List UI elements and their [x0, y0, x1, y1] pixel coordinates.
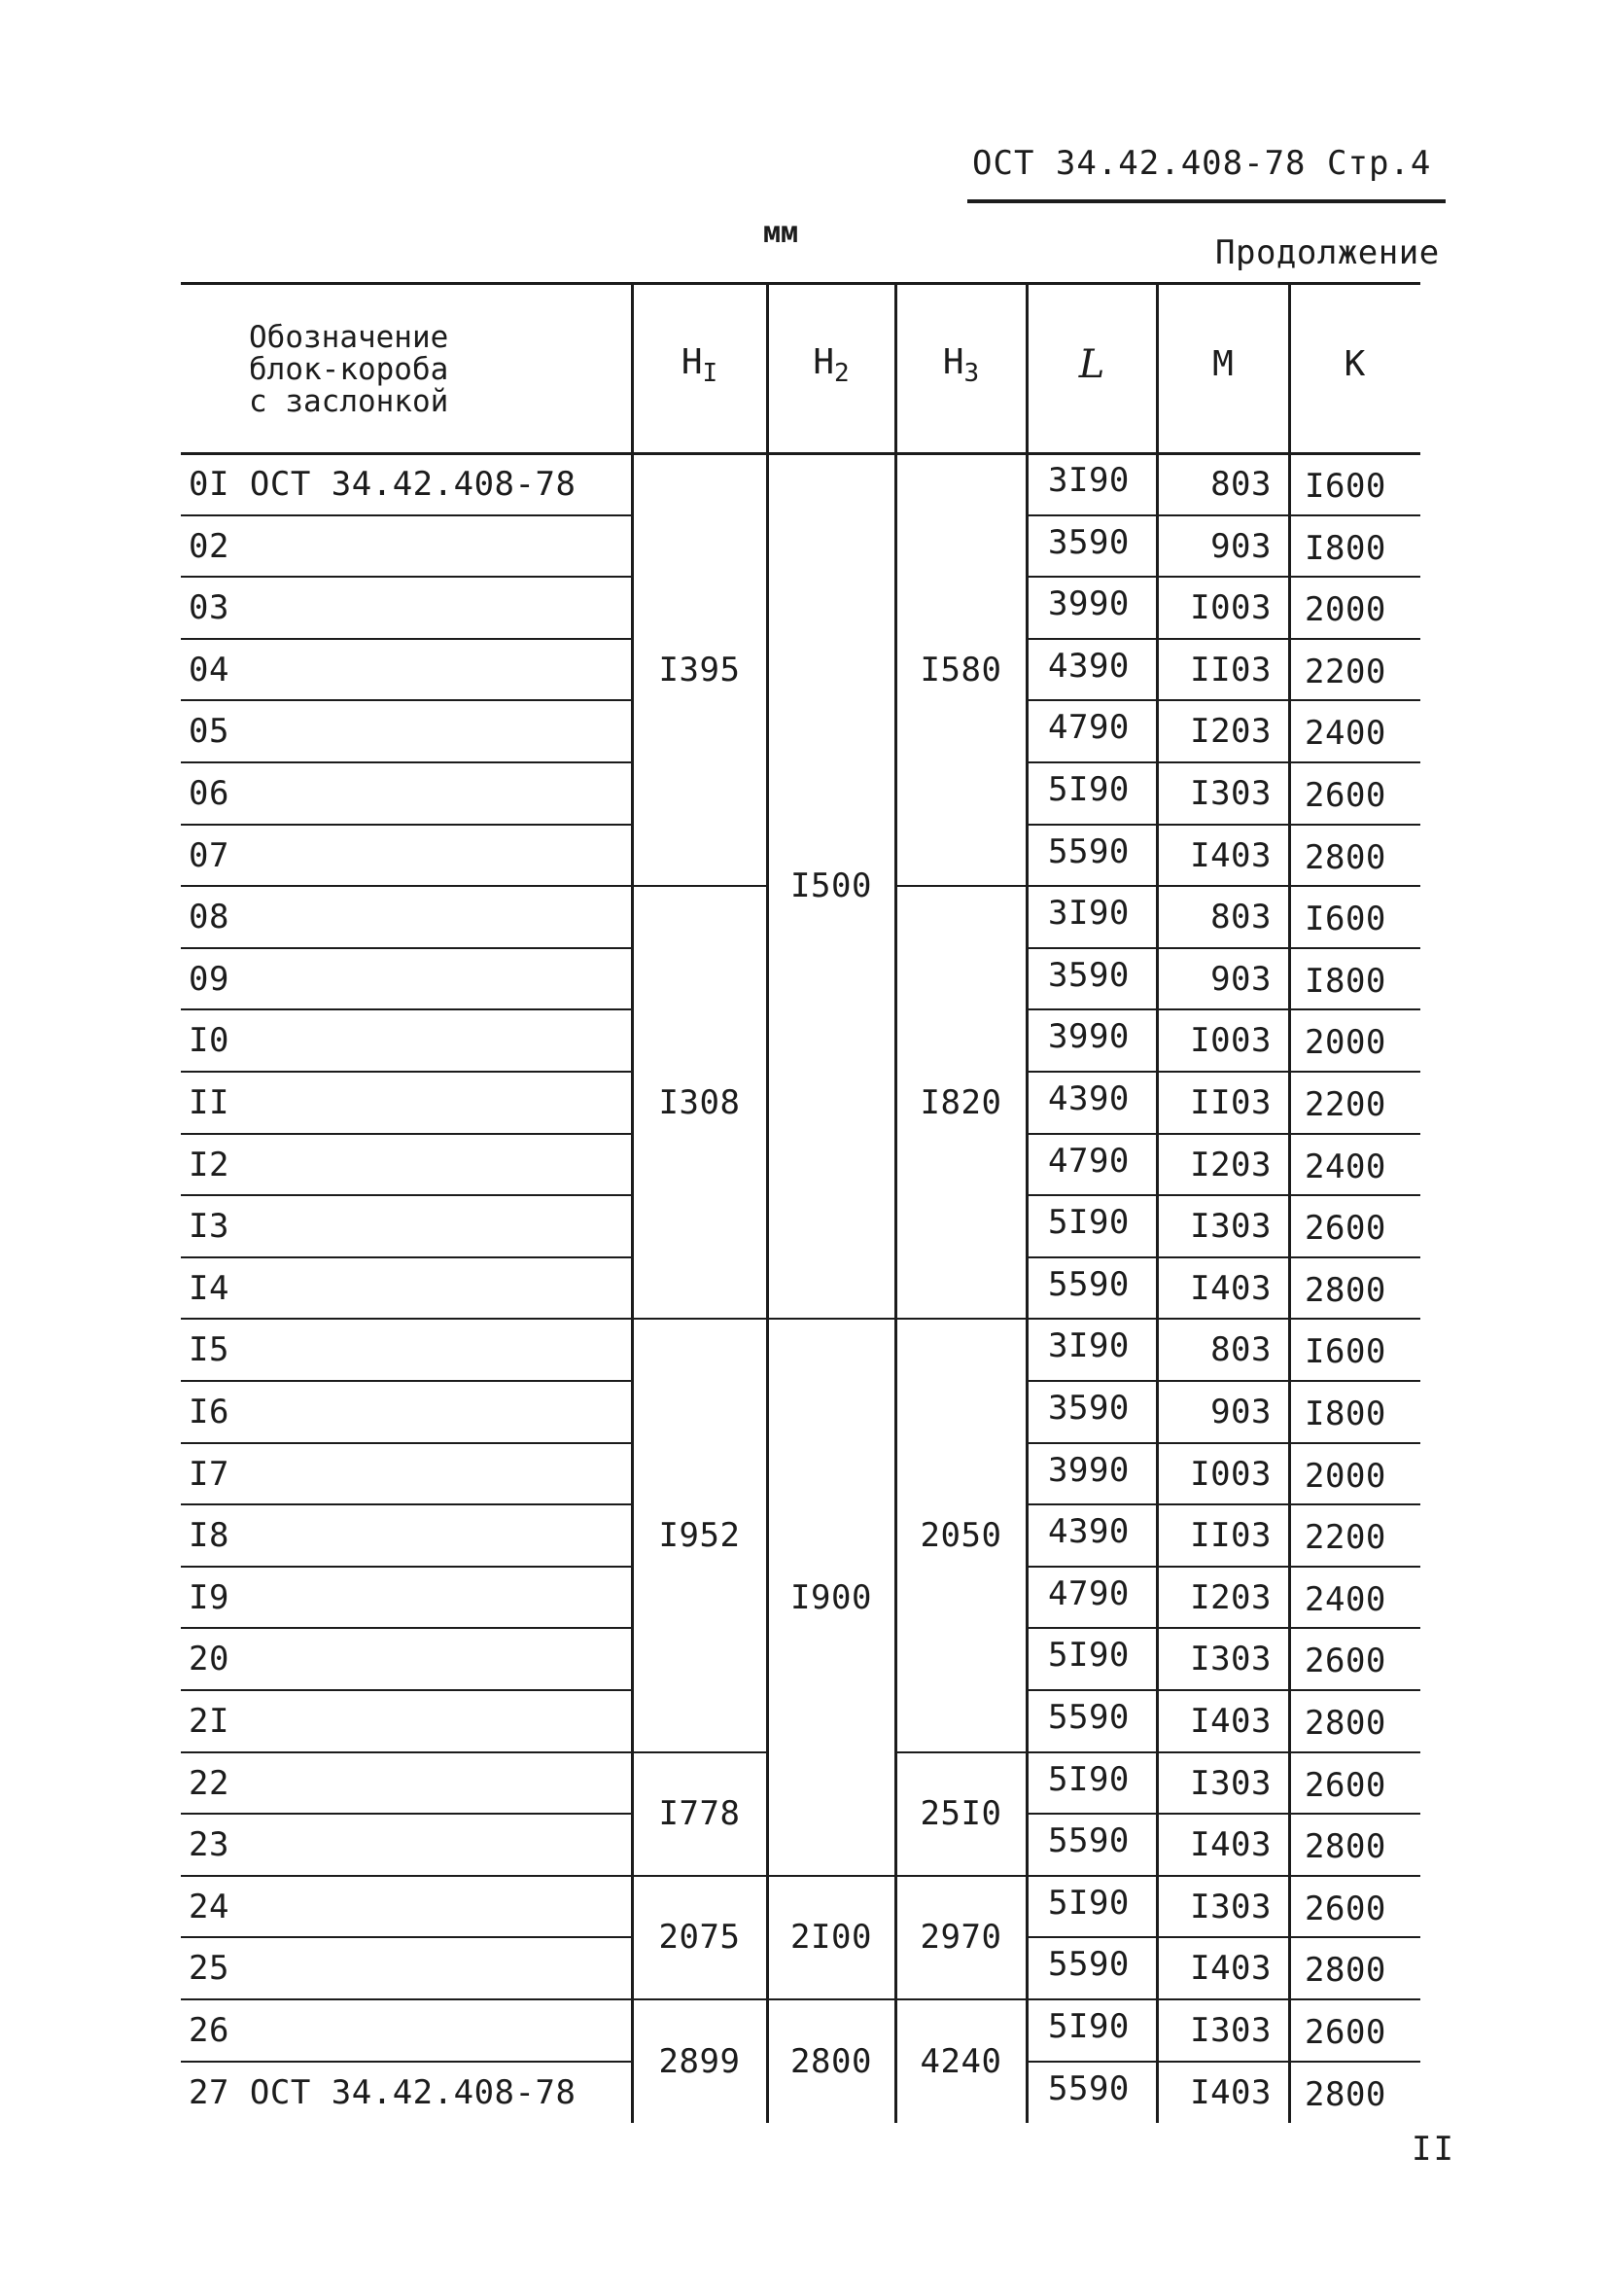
cell-m: I303: [1190, 1207, 1272, 1247]
table-rule-v: [766, 283, 769, 2123]
table-rule-h: [181, 824, 632, 826]
header-m: М: [1212, 344, 1234, 384]
row-designation: 23: [189, 1825, 229, 1865]
header-h2: [767, 343, 895, 393]
cell-k: 2000: [1305, 590, 1386, 630]
cell-l: 5I90: [1048, 770, 1130, 809]
table-rule-h: [1027, 1256, 1420, 1258]
cell-m: I303: [1190, 1763, 1272, 1803]
cell-l: 5I90: [1048, 2007, 1130, 2046]
cell-k: 2200: [1305, 1085, 1386, 1124]
cell-m: I003: [1190, 1021, 1272, 1061]
row-designation: 20: [189, 1640, 229, 1679]
cell-m: II03: [1190, 650, 1272, 689]
cell-m: I003: [1190, 588, 1272, 628]
cell-l: 5590: [1048, 1698, 1130, 1737]
cell-l: 3590: [1048, 522, 1130, 562]
cell-l: 5I90: [1048, 1883, 1130, 1923]
cell-m: I403: [1190, 1825, 1272, 1865]
table-rule-h: [181, 1503, 632, 1505]
cell-l: 5590: [1048, 2068, 1130, 2108]
header-l: L: [1078, 342, 1105, 387]
cell-h3: 2050: [920, 1516, 1002, 1555]
cell-k: 2600: [1305, 1209, 1386, 1249]
cell-m: 803: [1210, 898, 1272, 937]
table-rule-h: [181, 1133, 632, 1135]
table-rule-h: [1027, 761, 1420, 763]
table-rule-h: [1027, 2061, 1420, 2063]
table-rule-h: [1027, 1194, 1420, 1196]
table-rule-h: [895, 1875, 1027, 1877]
table-rule-h: [181, 885, 632, 887]
cell-l: 3I90: [1048, 894, 1130, 934]
table-rule-h: [1027, 1318, 1420, 1320]
cell-l: 5590: [1048, 1821, 1130, 1861]
header-rule: [967, 199, 1446, 203]
cell-k: 2400: [1305, 714, 1386, 754]
table-rule-h: [1027, 1380, 1420, 1382]
table-rule-h: [1027, 1442, 1420, 1444]
cell-k: 2200: [1305, 1518, 1386, 1558]
row-designation: 27 ОСТ 34.42.408-78: [189, 2072, 576, 2112]
header-designation: Обозначение блок-короба с заслонкой: [249, 320, 449, 419]
cell-k: 2800: [1305, 1270, 1386, 1310]
row-designation: 07: [189, 835, 229, 875]
cell-l: 4390: [1048, 1079, 1130, 1118]
cell-h3: 25I0: [920, 1794, 1002, 1834]
cell-m: I203: [1190, 712, 1272, 752]
page-label: Стр.4: [1327, 144, 1432, 183]
table-rule-h: [767, 1875, 895, 1877]
cell-m: 803: [1210, 465, 1272, 504]
cell-k: 2800: [1305, 1951, 1386, 1991]
cell-l: 5I90: [1048, 1203, 1130, 1243]
table-rule-h: [181, 514, 632, 516]
cell-l: 3I90: [1048, 1326, 1130, 1366]
cell-k: 2800: [1305, 837, 1386, 877]
continuation-label: Продолжение: [1215, 233, 1440, 272]
table-rule-h: [181, 1256, 632, 1258]
table-rule-h: [181, 1998, 632, 2000]
cell-m: I003: [1190, 1454, 1272, 1494]
table-rule-h: [1027, 1627, 1420, 1629]
cell-h3: 4240: [920, 2041, 1002, 2081]
cell-h1: I308: [658, 1082, 741, 1122]
table-rule-h: [1027, 576, 1420, 578]
cell-m: I203: [1190, 1577, 1272, 1617]
cell-k: I800: [1305, 961, 1386, 1001]
row-designation: I3: [189, 1207, 229, 1247]
table-rule-h: [1027, 1875, 1420, 1877]
cell-k: 2000: [1305, 1023, 1386, 1063]
row-designation: I4: [189, 1268, 229, 1308]
table-rule-h: [181, 1380, 632, 1382]
table-rule-h: [632, 1998, 767, 2000]
row-designation: I8: [189, 1516, 229, 1556]
cell-m: 903: [1210, 526, 1272, 566]
cell-k: I600: [1305, 900, 1386, 939]
row-designation: I6: [189, 1393, 229, 1431]
row-designation: 24: [189, 1887, 229, 1926]
cell-m: 903: [1210, 959, 1272, 999]
header-h2-subscript: 2: [834, 359, 850, 388]
cell-h1: 2899: [658, 2041, 741, 2081]
table-rule-h: [181, 1875, 632, 1877]
cell-m: I303: [1190, 2011, 1272, 2050]
table-rule-h: [1027, 1751, 1420, 1753]
table-rule-h: [181, 1566, 632, 1568]
cell-h2: I500: [790, 866, 872, 906]
cell-m: I403: [1190, 1702, 1272, 1741]
table-rule-h: [1027, 1689, 1420, 1691]
table-rule-h: [1027, 824, 1420, 826]
table-rule-h: [1027, 1566, 1420, 1568]
cell-l: 3990: [1048, 1450, 1130, 1490]
table-rule-h: [895, 1998, 1027, 2000]
cell-l: 5I90: [1048, 1636, 1130, 1676]
cell-l: 3I90: [1048, 461, 1130, 500]
cell-k: 2600: [1305, 1765, 1386, 1805]
cell-m: I303: [1190, 774, 1272, 813]
cell-m: I403: [1190, 1949, 1272, 1989]
table-rule-v: [1288, 283, 1291, 2123]
cell-h3: I820: [920, 1082, 1002, 1122]
table-rule-h: [632, 885, 767, 887]
table-rule-v: [1026, 283, 1029, 2123]
cell-m: I303: [1190, 1887, 1272, 1926]
table-rule-h: [181, 947, 632, 949]
row-designation: 08: [189, 898, 229, 937]
cell-k: 2800: [1305, 2074, 1386, 2114]
cell-k: 2800: [1305, 1704, 1386, 1743]
cell-h1: I395: [658, 650, 741, 689]
header-h3: [895, 343, 1027, 393]
row-designation: II: [189, 1083, 229, 1122]
table-rule-h: [1027, 1998, 1420, 2000]
cell-h1: I778: [658, 1794, 741, 1834]
table-rule-h: [1027, 947, 1420, 949]
table-rule-h: [181, 1071, 632, 1073]
table-rule-h: [181, 2061, 632, 2063]
cell-m: 803: [1210, 1330, 1272, 1370]
cell-l: 4790: [1048, 1573, 1130, 1613]
cell-l: 3590: [1048, 955, 1130, 995]
table-rule-h: [1027, 514, 1420, 516]
table-rule-h: [1027, 1008, 1420, 1010]
table-rule-h: [181, 1318, 632, 1320]
row-designation: 2I: [189, 1702, 229, 1741]
table-rule-h: [895, 885, 1027, 887]
cell-k: I800: [1305, 1395, 1386, 1433]
cell-l: 3990: [1048, 584, 1130, 624]
cell-h2: 2I00: [790, 1918, 872, 1958]
table-rule-h: [181, 452, 1420, 455]
cell-l: 4790: [1048, 1141, 1130, 1181]
table-rule-h: [181, 699, 632, 701]
row-designation: 06: [189, 774, 229, 813]
cell-l: 4390: [1048, 1512, 1130, 1552]
table-rule-h: [181, 1008, 632, 1010]
cell-k: 2400: [1305, 1147, 1386, 1186]
table-rule-h: [895, 1751, 1027, 1753]
cell-k: 2600: [1305, 1642, 1386, 1681]
cell-k: 2800: [1305, 1827, 1386, 1867]
cell-h2: 2800: [790, 2041, 872, 2081]
table-rule-h: [181, 1751, 632, 1753]
row-designation: I0: [189, 1021, 229, 1061]
row-designation: I2: [189, 1145, 229, 1184]
table-rule-h: [181, 1442, 632, 1444]
cell-k: 2600: [1305, 2013, 1386, 2052]
row-designation: 25: [189, 1949, 229, 1989]
row-designation: I9: [189, 1577, 229, 1617]
cell-m: I403: [1190, 2072, 1272, 2112]
cell-l: 5590: [1048, 1264, 1130, 1304]
header-h1: [632, 343, 767, 393]
table-rule-h: [1027, 638, 1420, 640]
row-designation: 0I ОСТ 34.42.408-78: [189, 465, 576, 504]
row-designation: 22: [189, 1763, 229, 1803]
cell-k: 2200: [1305, 652, 1386, 691]
cell-m: II03: [1190, 1516, 1272, 1556]
cell-h3: I580: [920, 650, 1002, 689]
units-label: мм: [763, 216, 799, 250]
table-rule-h: [181, 1689, 632, 1691]
row-designation: 02: [189, 526, 229, 566]
cell-k: I600: [1305, 1332, 1386, 1372]
cell-k: 2400: [1305, 1579, 1386, 1619]
cell-m: I403: [1190, 835, 1272, 875]
document-header: [972, 144, 1449, 183]
table-rule-h: [181, 1936, 632, 1938]
row-designation: 05: [189, 712, 229, 752]
row-designation: 03: [189, 588, 229, 628]
cell-m: 903: [1210, 1393, 1272, 1431]
table-rule-v: [894, 283, 897, 2123]
row-designation: 09: [189, 959, 229, 999]
cell-l: 3990: [1048, 1017, 1130, 1057]
table-rule-h: [1027, 699, 1420, 701]
table-rule-h: [1027, 1503, 1420, 1505]
table-rule-h: [181, 1813, 632, 1815]
table-rule-h: [181, 1194, 632, 1196]
row-designation: 26: [189, 2011, 229, 2050]
row-designation: I7: [189, 1454, 229, 1494]
cell-k: 2600: [1305, 1889, 1386, 1928]
table-rule-h: [632, 1751, 767, 1753]
table-rule-h: [1027, 1133, 1420, 1135]
header-h2-base: Н: [813, 342, 835, 382]
cell-l: 5I90: [1048, 1759, 1130, 1799]
page-number: II: [1412, 2130, 1455, 2169]
cell-l: 5590: [1048, 831, 1130, 871]
cell-h2: I900: [790, 1577, 872, 1617]
table-rule-h: [181, 1627, 632, 1629]
table-rule-h: [181, 638, 632, 640]
cell-l: 4790: [1048, 708, 1130, 748]
table-rule-h: [632, 1875, 767, 1877]
cell-m: II03: [1190, 1083, 1272, 1122]
table-rule-h: [767, 1998, 895, 2000]
document-code: ОСТ 34.42.408-78: [972, 144, 1307, 183]
table-rule-h: [1027, 1071, 1420, 1073]
cell-m: I303: [1190, 1640, 1272, 1679]
header-h3-base: Н: [942, 342, 964, 382]
cell-l: 3590: [1048, 1389, 1130, 1428]
cell-k: I600: [1305, 467, 1386, 506]
cell-k: 2600: [1305, 776, 1386, 815]
table-rule-h: [1027, 1936, 1420, 1938]
cell-m: I203: [1190, 1145, 1272, 1184]
row-designation: I5: [189, 1330, 229, 1370]
table-rule-v: [631, 283, 634, 2123]
header-h3-subscript: 3: [963, 359, 980, 388]
cell-l: 5590: [1048, 1945, 1130, 1985]
table-rule-h: [181, 761, 632, 763]
cell-h1: 2075: [658, 1918, 741, 1958]
row-designation: 04: [189, 650, 229, 689]
table-rule-h: [632, 1318, 767, 1320]
table-rule-h: [1027, 1813, 1420, 1815]
table-rule-h: [181, 282, 1420, 285]
table-rule-h: [1027, 885, 1420, 887]
table-rule-h: [767, 1318, 895, 1320]
cell-k: I800: [1305, 528, 1386, 568]
header-h1-base: Н: [681, 342, 703, 382]
table-rule-h: [895, 1318, 1027, 1320]
header-k: К: [1344, 344, 1366, 384]
cell-h3: 2970: [920, 1918, 1002, 1958]
cell-h1: I952: [658, 1516, 741, 1555]
header-h1-subscript: I: [702, 359, 718, 388]
cell-l: 4390: [1048, 646, 1130, 686]
table-rule-h: [181, 576, 632, 578]
cell-k: 2000: [1305, 1456, 1386, 1496]
cell-m: I403: [1190, 1268, 1272, 1308]
